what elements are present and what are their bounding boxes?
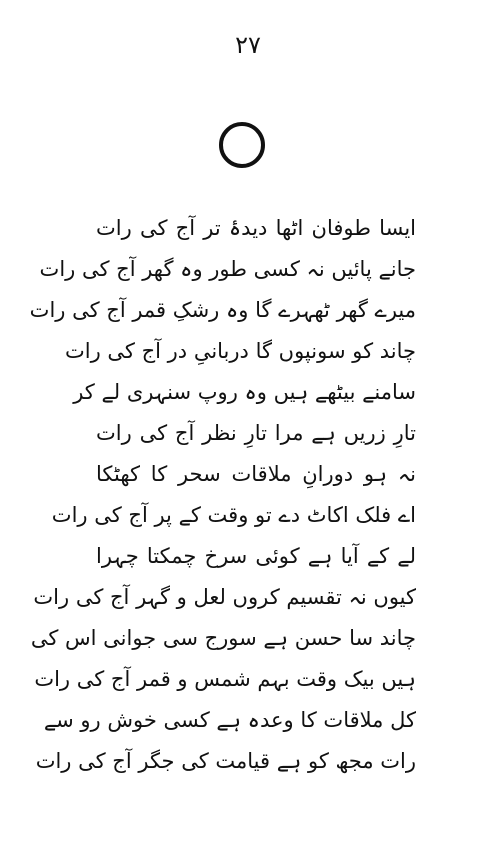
verse-line: تارِ زریں ہے مرا تارِ نظر آج کی رات bbox=[96, 421, 416, 445]
verse-line: چاند کو سونپوں گا دربانیِ در آج کی رات bbox=[64, 339, 416, 363]
verse-line: اے فلک اکاٹ دے تو وقت کے پر آج کی رات bbox=[51, 503, 416, 527]
verse-line: ایسا طوفان اٹھا دیدۂ تر آج کی رات bbox=[96, 216, 416, 240]
verse-line: چاند سا حسن ہے سورج سی جوانی اس کی bbox=[30, 626, 416, 650]
poem-verses bbox=[29, 208, 416, 782]
verse-line: ہیں بیک وقت بہم شمس و قمر آج کی رات bbox=[34, 667, 416, 691]
verse-line: رات مجھ کو ہے قیامت کی جگر آج کی رات bbox=[35, 749, 416, 773]
verse-line: جانے پائیں نہ کسی طور وہ گھر آج کی رات bbox=[39, 257, 416, 281]
verse-line: سامنے بیٹھے ہیں وہ روپ سنہری لے کر bbox=[73, 380, 416, 404]
verse-line: نہ ہو دورانِ ملاقات سحر کا کھٹکا bbox=[96, 462, 416, 486]
verse-line: میرے گھر ٹھہرے گا وہ رشکِ قمر آج کی رات bbox=[29, 298, 416, 322]
verse-line: کل ملاقات کا وعدہ ہے کسی خوش رو سے bbox=[43, 708, 416, 732]
verse-line: کیوں نہ تقسیم کروں لعل و گہر آج کی رات bbox=[33, 585, 416, 609]
circle-ornament-icon bbox=[217, 120, 267, 170]
page-number: ۲۷ bbox=[235, 31, 261, 59]
verse-line: لے کے آیا ہے کوئی سرخ چمکتا چہرا bbox=[96, 544, 416, 568]
